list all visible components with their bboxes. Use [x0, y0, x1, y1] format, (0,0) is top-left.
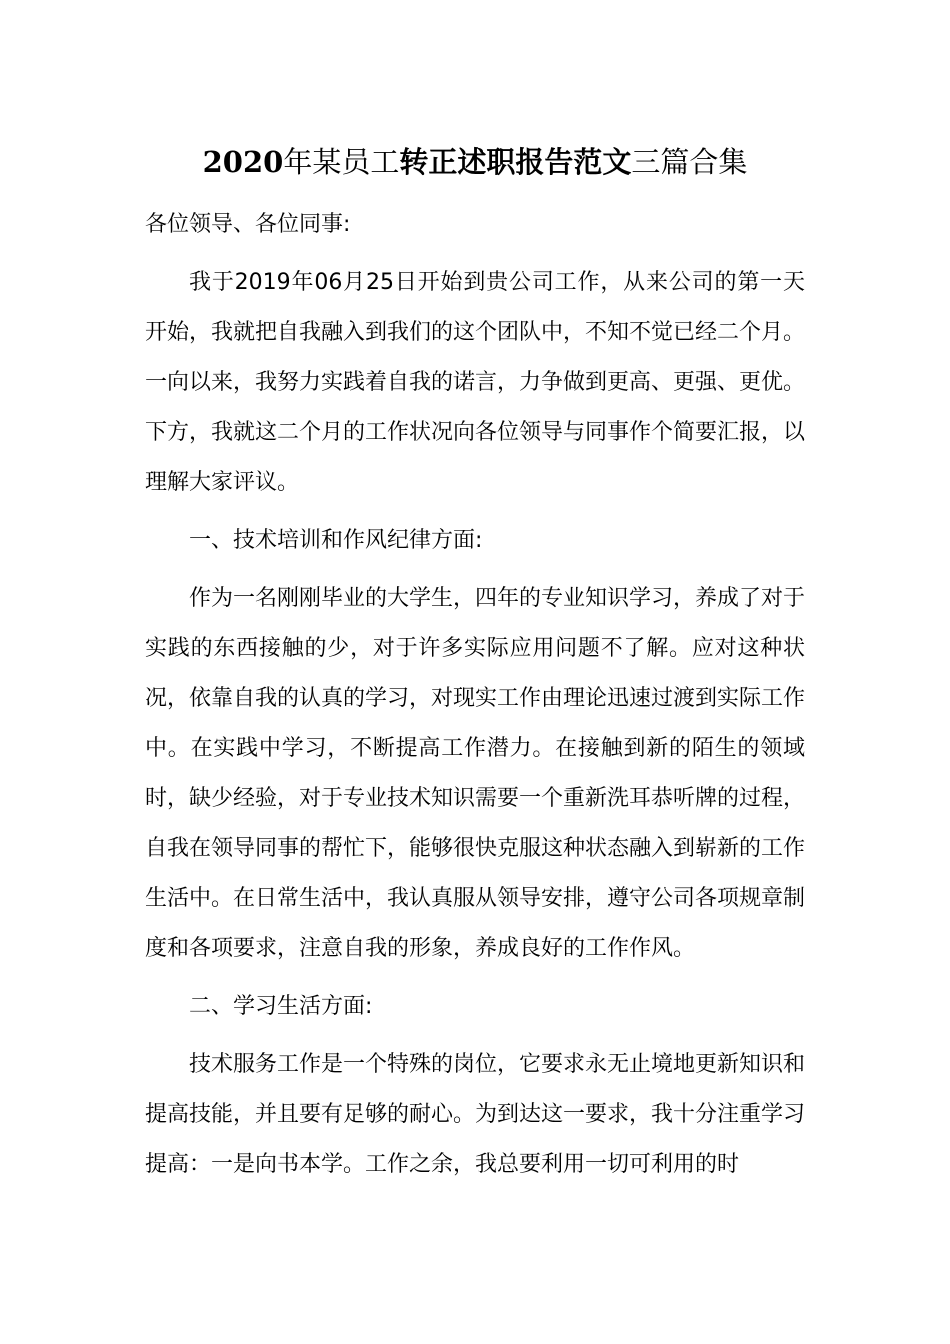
- document-body: [145, 200, 805, 1190]
- paragraph-intro: 我于2019年06月25日开始到贵公司工作，从来公司的第一天开始，我就把自我融入到我们的这个团队中，不知不觉已经二个月。一向以来，我努力实践着自我的诺言，力争做到更高、更强、更优。下方，我就这二个月的工作状况向各位领导与同事作个简要汇报，以理解大家评议。: [145, 270, 806, 495]
- salutation: 各位领导、各位同事:: [145, 212, 351, 237]
- title-year: 2020: [202, 145, 284, 179]
- title-part-2: 转正述职报告范文: [399, 145, 632, 179]
- section-heading-1: 一、技术培训和作风纪律方面:: [189, 528, 483, 553]
- paragraph-section-1: 作为一名刚刚毕业的大学生，四年的专业知识学习，养成了对于实践的东西接触的少，对于许多实际应用问题不了解。应对这种状况，依靠自我的认真的学习，对现实工作由理论迅速过渡到实际工作中。在实践中学习，不断提高工作潜力。在接触到新的陌生的领域时，缺少经验，对于专业技术知识需要一个重新洗耳恭听牌的过程，自我在领导同事的帮忙下，能够很快克服这种状态融入到崭新的工作生活中。在日常生活中，我认真服从领导安排，遵守公司各项规章制度和各项要求，注意自我的形象，养成良好的工作作风。: [145, 586, 806, 961]
- paragraph-section-2: 技术服务工作是一个特殊的岗位，它要求永无止境地更新知识和提高技能，并且要有足够的耐心。为到达这一要求，我十分注重学习提高：一是向书本学。工作之余，我总要利用一切可利用的时: [145, 1052, 806, 1177]
- section-heading-2: 二、学习生活方面:: [189, 994, 373, 1019]
- title-part-1: 年某员工: [283, 145, 400, 179]
- title-part-3: 三篇合集: [631, 145, 748, 179]
- document-title: [145, 140, 805, 184]
